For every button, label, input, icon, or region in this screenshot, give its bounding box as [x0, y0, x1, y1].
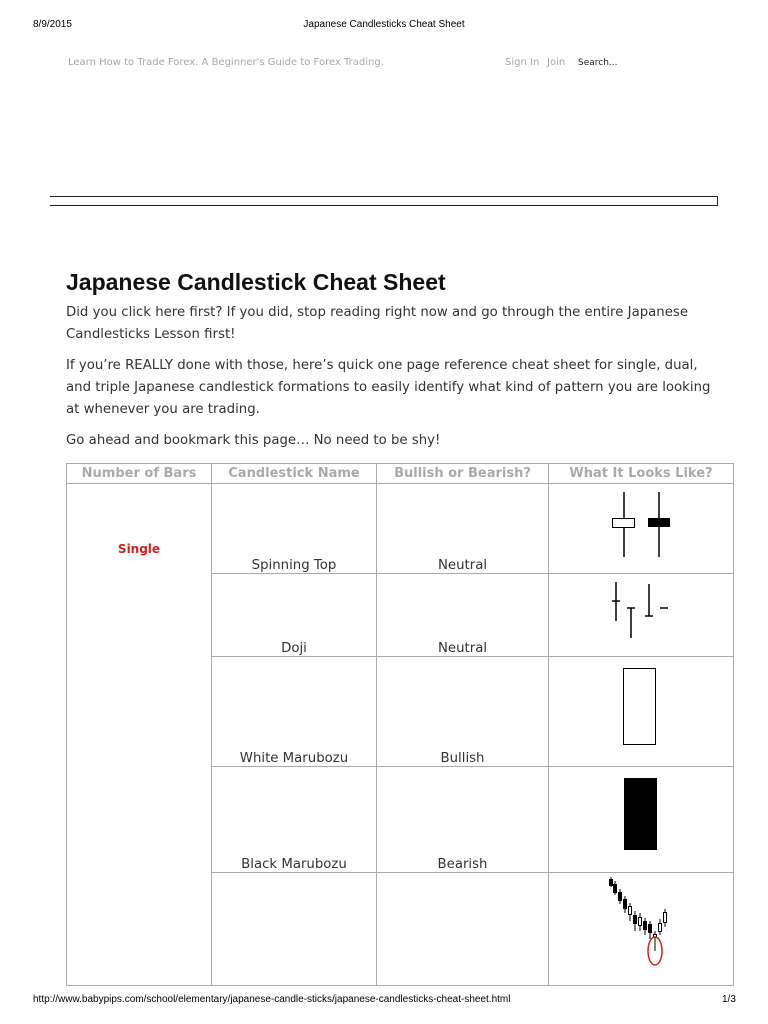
white-marubozu-image [549, 657, 734, 767]
candlestick-bias: Neutral [437, 641, 488, 656]
print-date: 8/9/2015 [33, 19, 72, 30]
bias-cell [377, 873, 549, 986]
bias-cell [377, 657, 549, 767]
candlestick-name-cell [212, 873, 377, 986]
table-header-row [67, 464, 734, 484]
table-row [67, 484, 734, 574]
spinning-top-image [549, 484, 734, 574]
search-input[interactable]: Search... [578, 58, 618, 68]
bias-cell [377, 484, 549, 574]
group-label-single: Single [117, 542, 161, 556]
bookmark-paragraph: Go ahead and bookmark this page… No need to be shy! [66, 433, 441, 448]
candlestick-name: White Marubozu [239, 751, 349, 766]
doji-image [549, 574, 734, 657]
print-url: http://www.babypips.com/school/elementary/japanese-candle-sticks/japanese-candlesticks-cheat-sheet.html [33, 994, 511, 1005]
candlestick-name-cell [212, 657, 377, 767]
doji-icon [549, 574, 734, 652]
print-title: Japanese Candlesticks Cheat Sheet [303, 19, 465, 30]
candlestick-bias: Bullish [440, 751, 485, 766]
description-paragraph: If you’re REALLY done with those, here’s quick one page reference cheat sheet for single, dual, and triple Japanese candlestick formations to easily identify what kind of pattern you are looking at whenever you are trading. [66, 358, 711, 417]
candlestick-name: Spinning Top [251, 558, 337, 573]
group-cell-single [67, 484, 212, 986]
header-divider [50, 196, 718, 206]
pattern-image [549, 873, 734, 986]
header-number-of-bars: Number of Bars [67, 464, 212, 484]
candlestick-name-cell [212, 767, 377, 873]
black-marubozu-image [549, 767, 734, 873]
downtrend-reversal-chart-icon [549, 873, 734, 981]
candlestick-name: Black Marubozu [241, 857, 347, 872]
black-marubozu-icon [549, 767, 734, 868]
white-marubozu-icon [549, 657, 734, 762]
site-tagline[interactable]: Learn How to Trade Forex. A Beginner's Guide to Forex Trading. [68, 57, 384, 68]
header-candlestick-name: Candlestick Name [212, 464, 377, 484]
bias-cell [377, 767, 549, 873]
intro-paragraph: Did you click here first? If you did, stop reading right now and go through the entire Japanese Candlesticks Lesson first! [66, 305, 689, 342]
header-what-it-looks-like: What It Looks Like? [549, 464, 734, 484]
candlestick-name: Doji [281, 641, 307, 656]
candlestick-table [66, 463, 734, 986]
candlestick-name-cell [212, 574, 377, 657]
candlestick-bias: Neutral [437, 558, 488, 573]
join-link[interactable]: Join [547, 57, 566, 68]
candlestick-bias: Bearish [437, 857, 488, 872]
sign-in-link[interactable]: Sign In [505, 57, 540, 68]
spinning-top-icon [549, 484, 734, 569]
candlestick-name-cell [212, 484, 377, 574]
print-page-number: 1/3 [722, 994, 736, 1005]
header-bullish-or-bearish: Bullish or Bearish? [377, 464, 549, 484]
page-title: Japanese Candlestick Cheat Sheet [66, 269, 446, 295]
bias-cell [377, 574, 549, 657]
